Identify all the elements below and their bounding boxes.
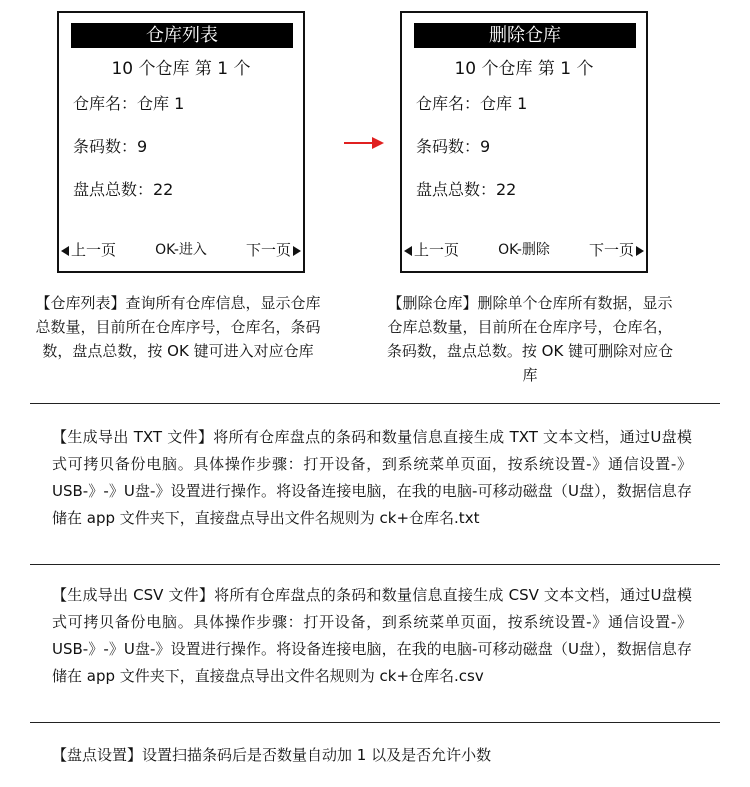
caption-warehouse-list: 【仓库列表】查询所有仓库信息，显示仓库总数量，目前所在仓库序号，仓库名，条码数，盘点总数，按 OK 键可进入对应仓库 [35,294,321,360]
section-export-txt: 【生成导出 TXT 文件】将所有仓库盘点的条码和数量信息直接生成 TXT 文本文档，通过U盘模式可拷贝备份电脑。具体操作步骤：打开设备，到系统菜单页面，按系统设置-》通信设置-》USB-》-》U盘-》设置进行操作。将设备连接电脑，在我的电脑-可移动磁盘（U盘），数据信息存储在 app 文件夹下，直接盘点导出文件名规则为 ck+仓库名.txt [52,428,692,527]
screen-title: 仓库列表 [71,23,293,48]
screen-warehouse-list [57,11,305,273]
divider [30,722,720,723]
divider [30,564,720,565]
prev-page-button[interactable]: 上一页 [404,239,459,260]
section-export-csv: 【生成导出 CSV 文件】将所有仓库盘点的条码和数量信息直接生成 CSV 文本文档，通过U盘模式可拷贝备份电脑。具体操作步骤：打开设备，到系统菜单页面，按系统设置-》通信设置-》USB-》-》U盘-》设置进行操作。将设备连接电脑，在我的电脑-可移动磁盘（U盘），数据信息存储在 app 文件夹下，直接盘点导出文件名规则为 ck+仓库名.csv [52,586,692,685]
screen-delete-warehouse [400,11,648,273]
barcode-count-field: 条码数：9 [416,137,491,156]
next-page-button[interactable]: 下一页 [246,239,301,260]
caption-delete-warehouse: 【删除仓库】删除单个仓库所有数据，显示仓库总数量，目前所在仓库序号，仓库名，条码数，盘点总数。按 OK 键可删除对应仓库 [386,294,674,384]
warehouse-name-field: 仓库名：仓库 1 [73,94,185,113]
inventory-total-field: 盘点总数：22 [73,180,174,199]
red-arrow-icon [344,137,384,149]
arrow-right-icon [636,246,644,256]
prev-page-button[interactable]: 上一页 [61,239,116,260]
divider [30,403,720,404]
screen-title: 删除仓库 [414,23,636,48]
section-inventory-settings: 【盘点设置】设置扫描条码后是否数量自动加 1 以及是否允许小数 [52,746,492,764]
screen-nav-bar [402,239,646,261]
screen-nav-bar [59,239,303,261]
warehouse-name-field: 仓库名：仓库 1 [416,94,528,113]
barcode-count-field: 条码数：9 [73,137,148,156]
arrow-right-icon [293,246,301,256]
screen-subtitle: 10 个仓库 第 1 个 [111,59,251,79]
screen-subtitle: 10 个仓库 第 1 个 [454,59,594,79]
ok-delete-button[interactable]: OK-删除 [498,242,550,258]
ok-enter-button[interactable]: OK-进入 [155,242,207,258]
next-page-button[interactable]: 下一页 [589,239,644,260]
inventory-total-field: 盘点总数：22 [416,180,517,199]
